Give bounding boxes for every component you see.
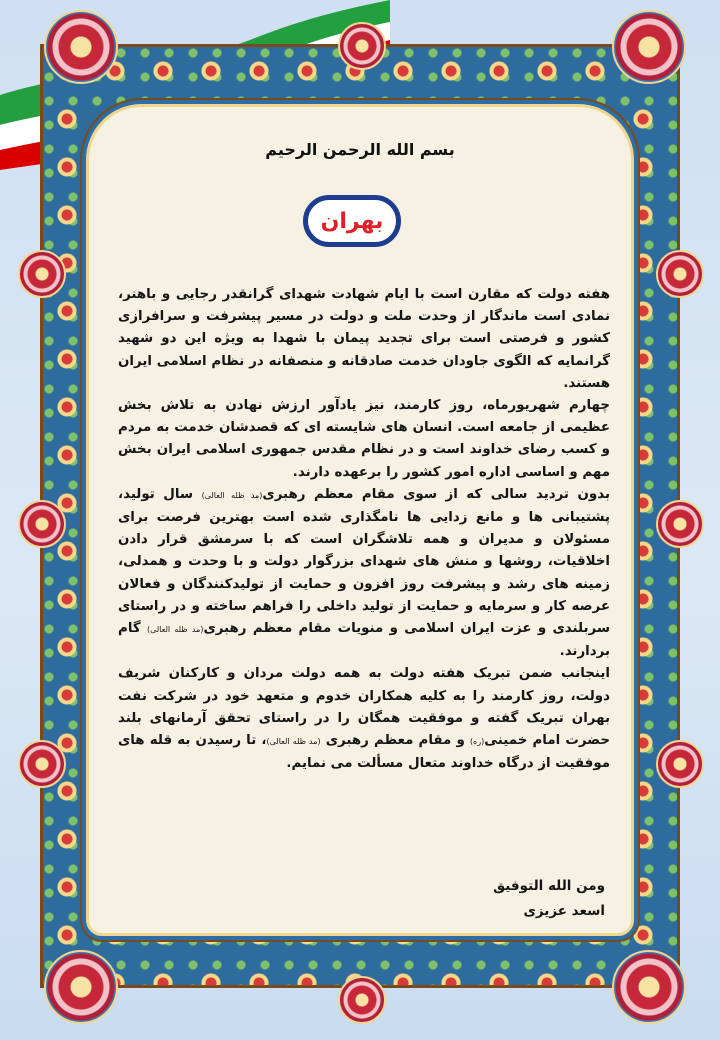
- honorific-note: (مد ظله العالی): [266, 737, 321, 747]
- corner-medallion-bottom-right: [612, 950, 686, 1024]
- side-medallion: [656, 500, 704, 548]
- paragraph-4-part-3: ، تا رسیدن به قله های موفقیت از درگاه خداوند متعال مسألت می نمایم.: [118, 733, 610, 772]
- top-medallion: [338, 22, 386, 70]
- letter-body: [118, 284, 610, 775]
- signatory-name: اسعد عزیزی: [523, 903, 605, 919]
- corner-medallion-top-right: [612, 10, 686, 84]
- corner-medallion-top-left: [44, 10, 118, 84]
- closing-line: ومن الله التوفیق: [493, 878, 605, 894]
- paragraph-1: هفته دولت که مقارن است با ایام شهادت شهدای گرانقدر رجایی و باهنر، نمادی است ماندگار از وحدت ملت و دولت در مسیر پیشرفت و سرافرازی کشور و فرصتی است برای تجدید پیمان با شهدا به ویژه این دو شهید گرانمایه که الگوی جاودان خدمت صادقانه و منصفانه در نظام اسلامی ایران هستند.: [118, 287, 610, 391]
- side-medallion: [18, 500, 66, 548]
- side-medallion: [656, 740, 704, 788]
- corner-medallion-bottom-left: [44, 950, 118, 1024]
- paragraph-3: [118, 484, 610, 664]
- paragraph-3-part-2: سال تولید، پشتیبانی ها و مانع زدایی ها نامگذاری شده است بهترین فرصت برای مسئولان و مدیران و همه تلاشگران است که با سرمشق قرار دادن اخلاقیات، روشها و منش های شهدای بزرگوار دولت و با وحدت و همدلی، زمینه های رشد و پیشرفت روز افزون و حمایت از تولیدکنندگان و فعالان عرصه کار و سرمایه و حمایت از تولید داخلی را فراهم ساخته و در راستای سربلندی و عزت ایران اسلامی و منویات مقام معظم رهبری: [118, 486, 610, 637]
- paragraph-3-part-1: بدون تردید سالی که از سوی مقام معظم رهبری: [262, 486, 610, 502]
- honorific-note: (مد ظله العالی): [201, 490, 263, 500]
- logo-text: بهران: [320, 208, 384, 234]
- bismillah-heading: بسم الله الرحمن الرحیم: [265, 140, 455, 159]
- paragraph-4-part-2: و مقام معظم رهبری: [320, 733, 470, 749]
- side-medallion: [18, 250, 66, 298]
- bottom-medallion: [338, 976, 386, 1024]
- paragraph-3-part-3: گام بردارند.: [118, 621, 610, 660]
- paragraph-4-part-1: اینجانب ضمن تبریک هفته دولت به همه دولت مردان و کارکنان شریف دولت، روز کارمند را به کلیه همکاران خدوم و متعهد خود در شرکت نفت بهران تبریک گفته و موفقیت همگان را در راستای تحقق آرمانهای بلند حضرت امام خمینی: [118, 666, 610, 749]
- paragraph-4: [118, 663, 610, 775]
- honorific-note: (ره): [469, 737, 485, 747]
- signature-block: [400, 874, 605, 924]
- side-medallion: [18, 740, 66, 788]
- side-medallion: [656, 250, 704, 298]
- paragraph-2: چهارم شهریورماه، روز کارمند، نیز یادآور ارزش نهادن به تلاش بخش عظیمی از جامعه است. انسان های شایسته ای که قصدشان خدمت به مردم و کسب رضای خداوند است و در نظام مقدس جمهوری اسلامی ایران بخش مهم و اساسی اداره امور کشور را برعهده دارند.: [118, 398, 610, 480]
- behran-logo: [303, 195, 401, 247]
- honorific-note: (مد ظله العالی): [146, 625, 204, 635]
